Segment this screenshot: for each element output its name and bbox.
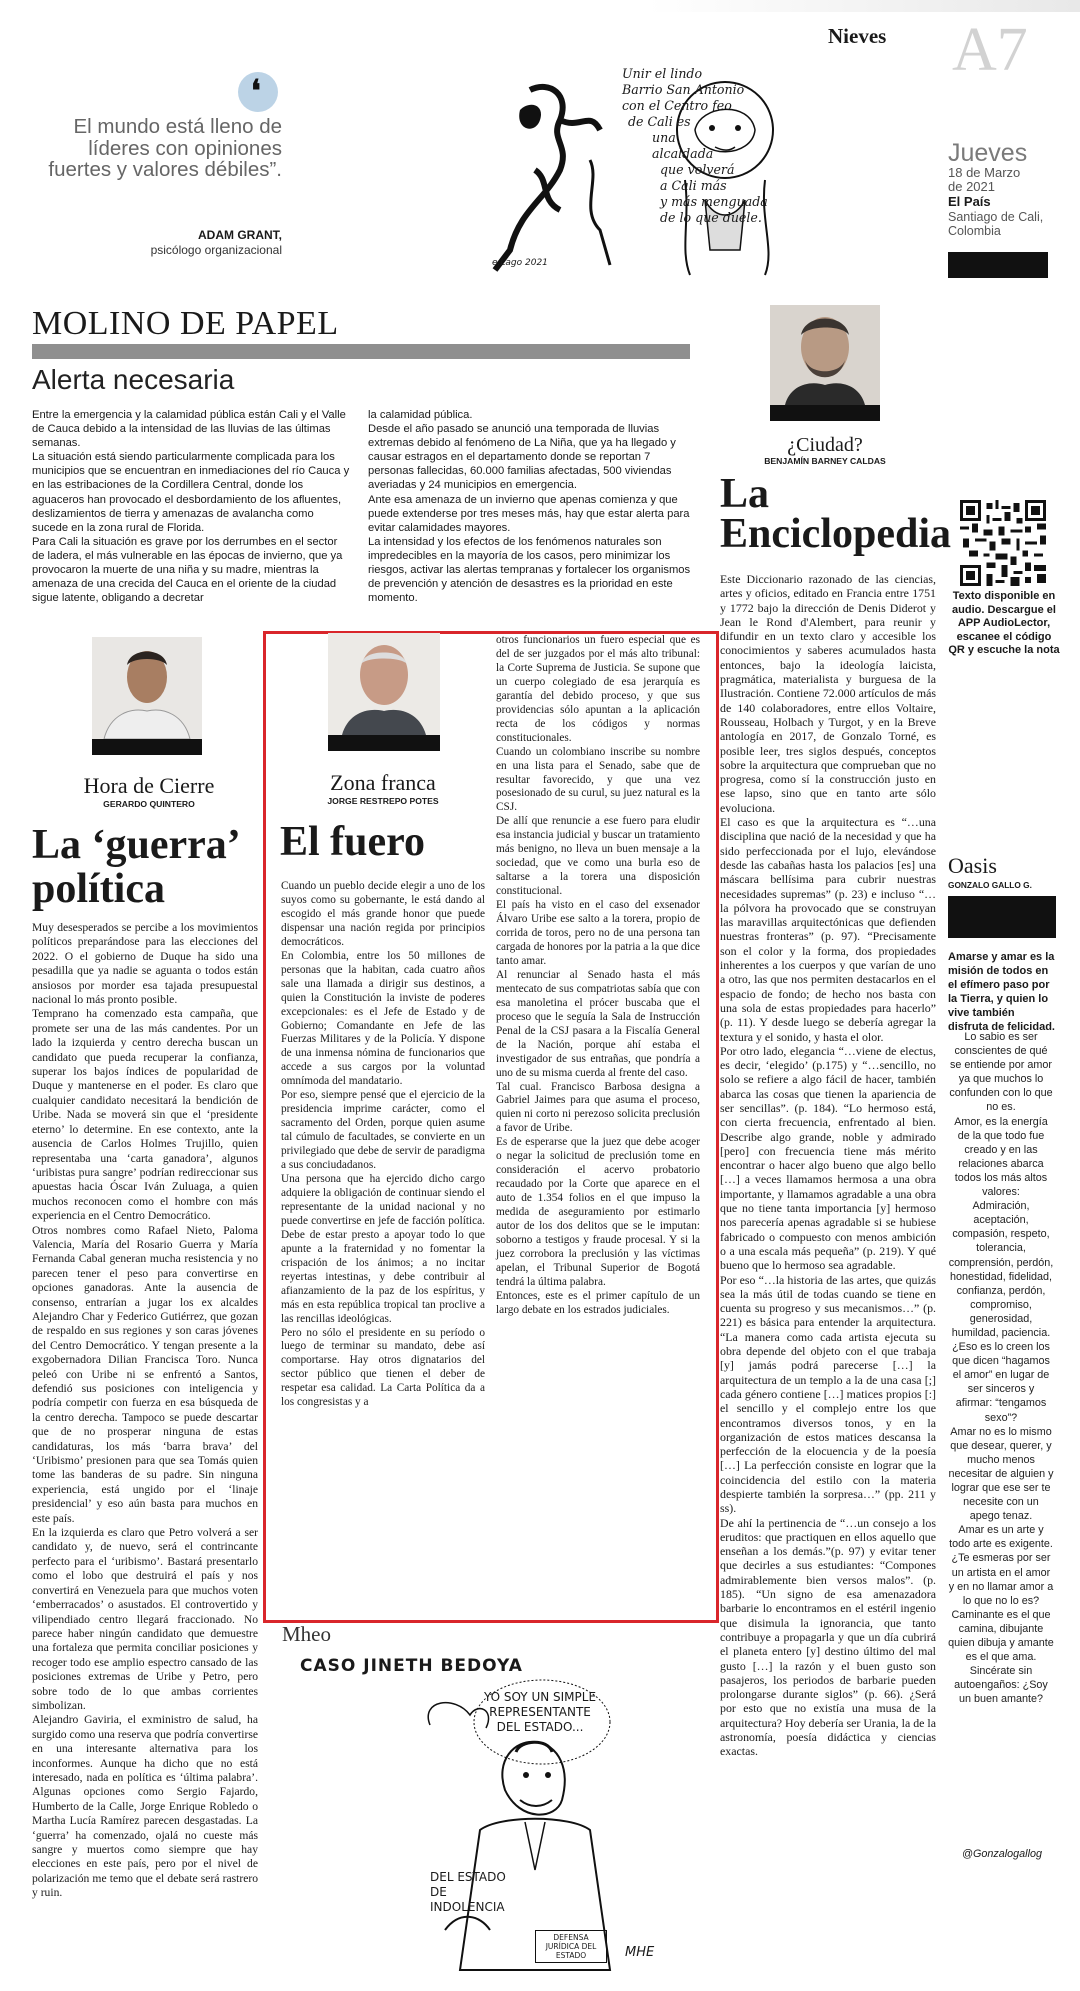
ciudad-body: Este Diccionario razonado de las ciencias, artes y oficios, editado en Francia entre 1751 y 1772 bajo la dirección de Denis Diderot y Jean le Rond d'Alembert, para reunir y difundir en un texto claro y accesible los conocimientos y saberes acumulados hasta entonces, bajo la ideología laicista, pragmática, materialista y burguesa de la Ilustración. Contiene 72.000 artículos de más de 140 colaboradores, entre ellos Voltaire, Rousseau, Holbach y Turgot, y en la Breve antología en 2017, de Gonzalo Torné, es posible leer, tres siglos después, conceptos sobre la arquitectura que comprueban que no progresa, como sí la construcción justo en ese lapso, sino que en tanto arte sólo evoluciona. El caso es que la arquitectura es “…una disciplina que nació de la necesidad y que ha sido perfeccionada por el lujo, elevándose desde las cabañas hasta los palacios [es] una máscara bellísima para cubrir nuestras necesidades supremas” (p. 23) e incluso “…la pólvora ha provocado que se construyan las maravillas arquitectónicas que defienden nuestras fronteras” (p. 97). “Precisamente son el color y la forma, dos propiedades inherentes a los cuerpos y que varían de uno a otro, las que nos permiten destacarlos en el espacio de fondo; de hecho nos basta con una sola de estas propiedades para hacerlo” (p. 11). Y desde luego se debería agregar la textura y el sonido, y hasta el olor. Por otro lado, elegancia “…viene de electus, es decir, ‘elegido’ (p.175) y “…sencillo, no solo se refiere a algo fácil de hacer, también abarca las cosas que tienen la apariencia de ser sencillas”. (p. 184). “Lo hermoso está, con cierta frecuencia, enfrentado al bien. Describe algo grande, noble y admirado [pero] con frecuencia tiene más mérito encontrar o hacer algo bueno que algo bello […] a veces llamamos hermosa a una obra importante, y llamamos agradable a una obra que no tiene tanta importancia [y] hermoso nos parecería apenas agradable si se hubiese fabricado o compuesto con menos ambición o a una escala más pequeña” (p. 219). Y qué bueno que lo hermoso sea agradable. Por eso “…la historia de las artes, que quizás sea la más útil de todas cuando se tiene en cuenta su progreso y sus mecanismos…” (p. 221) es básica para entender la arquitectura. “La manera como cada artista ejecuta su obra depende del objeto con el que trabaja [y] jamás podrá parecerse […] la arquitectura de un templo a la de una casa [;] cada género contiene […] matices propios [:] el sencillo y el complejo entre los que encontramos diversos tonos, y en la organización de estos matices descansa la perfección de la elocuencia y de la poesía […] La perfección consiste en lograr que la coincidencia del estilo con la materia despierte también la sorpresa…” (pp. 211 y ss). De ahí la pertinencia de “…un consejo a los eruditos: que practiquen en ellos aquello que enseñan a los demás.”(p. 97) y evitar tener que decirles a sus estudiantes: “Compones admirablemente bien versos malos”. (p. 185). “Un signo de esa amenazadora barbarie lo encontramos en el estéril ingenio que disimula la ignorancia, que tanto contribuye a propagarla y que un día cubrirá el planeta entero [y] destino último del mal gusto […] la razón y el buen gusto son pasajeros, los periodos de barbarie pueden prolongarse durante siglos” (p. 66). ¿Será por esto que no existía una musa de la arquitectura? Hoy debería ser Urania, la de la astronomía, poesía didáctica y ciencias exactas. [720,572,936,1759]
cartoon-sign: DEFENSA JURÍDICA DEL ESTADO [535,1930,607,1963]
editorial-title: Alerta necesaria [32,364,235,395]
quote-role: psicólogo organizacional [150,243,282,257]
cartoon-line: de lo que duele. [660,210,762,225]
quote-text: El mundo está lleno de líderes con opiniones fuertes y valores débiles”. [48,115,282,181]
qr-code[interactable] [952,500,1054,586]
cartoon-section: Mheo [282,1622,331,1646]
hora-author: GERARDO QUINTERO [103,799,195,809]
zona-col1: Cuando un pueblo decide elegir a uno de los suyos como su gobernante, le está dando al escogido el más grande honor que puede dispensar una nación regida por principios democráticos. En Colombia, entre los 50 millones de personas que la habitan, cada cuatro años sale una llamada a dirigir sus destinos, a quien la Constitución la inviste de poderes excepcionales: es el Jefe de Estado y de Gobierno; Comandante en Jefe de las Fuerzas Militares y de la Policía. Y dispone de una inmensa nómina de funcionarios que accede a sus cargos por la voluntad omnímoda del mandatario. Por eso, siempre pensé que el ejercicio de la presidencia imprime carácter, como el sacramento del Orden, porque quien asume tal cúmulo de facultades, se convierte en un privilegiado que debe de servir de paradigma a sus conciudadanos. Una persona que ha ejercido dicho cargo adquiere la obligación de continuar siendo el representante de la unidad nacional y no puede convertirse en jefe de facción política. Debe de estar presto a apoyar todo lo que apunte a la fraternidad y no fomentar la crispación de los ánimos; a no incitar reyertas intestinas, y debe contribuir al afianzamiento de la paz de los espíritus, y más en esta república tropical tan proclive a las rencillas ideológicas. Pero no sólo el presidente en su período o luego de terminar su mandato, debe así comportarse. Hay otros dignatarios del sector público que tienen el deber de respetar esa calidad. La Carta Política da a los congresistas y a [281,880,485,1409]
cartoon-line: alcaldada [652,146,714,161]
zona-col2: otros funcionarios un fuero especial que es del de ser juzgados por el más alto tribunal: la Corte Suprema de Justicia. Se supone que un cuerpo colegiado de esa jerarquía es garantía del debido proceso, y que sus providencias sólo apuntan a la aplicación recta de los códigos y normas constitucionales. Cuando un colombiano inscribe su nombre en una lista para el Senado, sabe que de resultar favorecido, y que una vez posesionado de su curul, su juez natural es la CSJ. De allí que renuncie a ese fuero para eludir esa instancia judicial y buscar un tratamiento más benigno, no lleva un buen mensaje a la sociedad, que ve como una burla eso de saltarse a la torera una disposición constitucional. El país ha visto en el caso del exsenador Álvaro Uribe ese salto a la torera, propio de corrida de toros, pero no de una persona tan cargada de honores por la patria a la que dice tanto amar. Al renunciar al Senado hasta el más mentecato de sus compatriotas sabía que con esa manoletina el prócer buscaba que el proceso que le seguía la Sala de Instrucción Penal de la CSJ pasara a la Fiscalía General de la Nación, porque ahí estaba el investigador de sus entrañas, que pondría a uno de su misma cuerda al frente del caso. Tal cual. Francisco Barbosa designa a Gabriel Jaimes para que asuma el proceso, quien ni corto ni perezoso solicita preclusión a favor de Uribe. Es de esperarse que la juez que debe acoger o negar la solicitud de preclusión tome en consideración el acervo probatorio recaudado por la Corte que aparece en el auto de 1.354 folios en el que impuso la medida de aseguramiento por estimarlo autor de los dos delitos que se le imputan: soborno a testigos y fraude procesal. Y si la juez corrobora la preclusión y las víctimas apelan, el Tribunal Superior de Bogotá tendrá la última palabra. Entonces, este es el primer capítulo de un largo debate en los estrados judiciales. [496,634,700,1316]
speech-bubble: YO SOY UN SIMPLE REPRESENTANTE DEL ESTADO... [483,1690,597,1734]
zona-author: JORGE RESTREPO POTES [327,796,439,806]
portrait-drawing [92,637,202,739]
editorial-section: MOLINO DE PAPEL [32,305,339,342]
zona-title: El fuero [280,819,426,865]
portrait-drawing [328,633,440,735]
qr-code-icon [960,500,1046,586]
top-cartoon [490,50,790,280]
oasis-handle: @Gonzalogallog [962,1848,1042,1860]
cartoon-line: a Cali más [660,178,727,193]
cartoon-signature: e.Lago 2021 [492,258,548,268]
page-number: A7 [952,16,1028,84]
place-line: Santiago de Cali, [948,210,1044,224]
oasis-lead: Amarse y amar es la misión de todos en el efímero paso por la Tierra, y quien lo vive también disfruta de felicidad. [948,951,1055,1033]
cartoon-line: y más menguada [660,194,768,209]
hora-body: Muy desesperados se percibe a los movimientos políticos preparándose para las elecciones del 2022. O el gobierno de Duque ha sido una pesadilla que ya nadie se aguanta o todos están ansiosos por morder esa tajada presupuestal nacional lo más pronto posible. Temprano ha comenzado esta campaña, que promete ser una de las más candentes. Por un lado la izquierda y centro derecha buscan un candidato que pueda recuperar la confianza, superar los bajos índices de popularidad de Duque y mantenerse en el poder. Es claro que cualquier candidato necesitará la bendición de Uribe. Nada se moverá sin que el ‘presidente eterno’ lo determine. En ese contexto, ante la ausencia de Carlos Holmes Trujillo, quien representaba una ‘carta ganadora’, algunos ‘uribistas pura sangre’ podrían redireccionar sus apuestas hacia Óscar Iván Zuluaga, a quien muchos reconocen como el hombre con más experiencia en el Centro Democrático. Otros nombres como Rafael Nieto, Paloma Valencia, María del Rosario Guerra y María Fernanda Cabal generan mucha resistencia y no parecen tener el peso para convertirse en opciones ganadoras. Ante la ausencia de consenso, entrarían a jugar los ex alcaldes Alejandro Char y Federico Gutiérrez, que gozan de respaldo en sus regiones y son caras jóvenes del Centro Democrático. Y tengan presente a la exgobernadora Dilian Francisca Toro. Nunca peleó con Uribe ni se enfrentó a Santos, defendió sus posiciones con inteligencia y podría competir con fuerza en esa búsqueda de la centro derecha. Tampoco se puede descartar que de no prosperar ninguna de estas candidaturas, los más ‘barra brava’ del ‘Uribismo’ presionen para que sea Tomás quien tome las banderas de su padre. Sin ninguna experiencia, está ungido por el ‘linaje presidencial’ y eso aún basta para muchos en este país. En la izquierda es claro que Petro volverá a ser candidato y, de nuevo, será el contrincante perfecto para el ‘uribismo’. Bastará presentarlo como el lobo que destruirá el país y nos convertirá en Venezuela para que muchos voten ‘emberracados’ o asustados. El controvertido y vilipendiado centro llegará fraccionado. No parece haber ningún candidato que demuestre una fortaleza que permita conciliar posiciones y recoger todo ese amplio espectro cansado de las posiciones extremas de Uribe y Petro, pero sobre todo de lo que ambas corrientes simbolizan. Alejandro Gaviria, el exministro de salud, ha surgido como una reserva que podría convertirse en una interesante alternativa para los inconformes. Aunque ha dicho que no está interesado, nada en política es ‘última palabra’. Algunas opciones como Sergio Fajardo, Humberto de la Calle, Jorge Enrique Robledo o Martha Lucía Ramírez parecen desgastadas. La ‘guerra’ ha comenzado, ojalá no cueste más sangre y muertos como siempre que hay elecciones en este país, pero por el nivel de polarización me temo que el debate será rastrero y ruin. [32,921,258,1900]
date-box [948,140,1058,278]
zona-kicker: Zona franca [330,770,436,795]
section-name: Nieves [828,24,887,48]
top-strip [0,0,1080,12]
black-bar [948,896,1056,938]
editorial-col2: la calamidad pública. Desde el año pasado se anunció una temporada de lluvias extremas debido al fenómeno de La Niña, que ya ha llegado y causar estragos en el departamento donde se reportan 7 personas fallecidas, 60.000 familias afectadas, 500 viviendas averiadas y 24 municipios en emergencia. Ante esa amenaza de un invierno que apenas comienza y que puede extenderse por tres meses más, hay que estar alerta para evitar calamidades mayores. La intensidad y los efectos de los fenómenos naturales son impredecibles en la mayoría de los casos, pero minimizar los riesgos, activar las alertas tempranas y fortalecer los organismos de prevención y atención de desastres es la prioridad en este momento. [368,409,691,605]
cartoon-line: Unir el lindo [622,66,703,81]
portrait-drawing [770,305,880,405]
cartoon-label: DEL ESTADO DE INDOLENCIA [430,1870,506,1914]
ciudad-title: La Enciclopedia [720,471,952,557]
bottom-cartoon [280,1640,700,1975]
cartoon-line: una [652,130,676,145]
date-line: de 2021 [948,179,995,194]
author-photo [328,633,440,751]
oasis-kicker: Oasis [948,853,997,878]
publication-name: El País [948,194,991,209]
ciudad-author: BENJAMÍN BARNEY CALDAS [764,456,886,466]
cartoon-line: de Cali es [628,114,691,129]
ciudad-kicker: ¿Ciudad? [787,434,863,456]
cartoon-line: con el Centro feo [622,98,732,113]
editorial-col1: Entre la emergencia y la calamidad pública están Cali y el Valle de Cauca debido a la intensidad de las lluvias de las últimas semanas. La situación está siendo particularmente complicada para los municipios que se encuentran en inmediaciones del río Cauca y en las estribaciones de la Cordillera Central, donde los aguaceros han provocado el desbordamiento de los afluentes, deslizamientos de tierra y amenazas de avalancha como sucede en la zona rural de Florida. Para Cali la situación es grave por los derrumbes en el sector de ladera, el más vulnerable en las épocas de invierno, que ya provocaron la muerte de una niña y su madre, mientras la amenaza de una crecida del Cauca en el oriente de la ciudad sigue latente, obligando a decretar [32,409,350,605]
place-line: Colombia [948,224,1001,238]
quote-icon: ❛ [238,72,278,112]
cartoon-title: CASO JINETH BEDOYA [300,1656,523,1676]
oasis-body: Lo sabio es ser conscientes de qué se entiende por amor ya que muchos lo confunden con lo que no es. Amor, es la energía de la que todo fue creado y en las relaciones abarca todos los más altos valores: Admiración, aceptación, compasión, respeto, tolerancia, comprensión, perdón, honestidad, fidelidad, confianza, perdón, compromiso, generosidad, humildad, paciencia. ¿Eso es lo creen los que dicen “hagamos el amor” en lugar de ser sinceros y afirmar: “tengamos sexo”? Amar no es lo mismo que desear, querer, y mucho menos necesitar de alguien y lograr que ese ser te necesite con un apego tenaz. Amar es un arte y todo arte es exigente. ¿Te esmeras por ser un artista en el amor y en no llamar amor a lo que no lo es? Caminante es el que camina, dibujante quien dibuja y amante es el que ama. Sincérate sin autoengaños: ¿Soy un buen amante? [948,1031,1054,1706]
cartoon-caption [622,66,792,226]
hora-kicker: Hora de Cierre [83,773,215,798]
cartoon-line: que volverá [660,162,735,177]
weekday: Jueves [948,139,1028,167]
gray-rule [32,344,690,359]
cartoon-line: Barrio San Antonio [622,82,745,97]
cartoon-signature: MHE [625,1945,655,1960]
oasis-author: GONZALO GALLO G. [948,880,1032,890]
author-photo [770,305,880,421]
black-bar [948,252,1048,278]
quote-author: ADAM GRANT, [198,228,282,242]
author-photo [92,637,202,755]
date-line: 18 de Marzo [948,165,1021,180]
hora-title: La ‘guerra’ política [32,822,238,912]
audio-note: Texto disponible en audio. Descargue el APP AudioLector, escanee el código QR y escuche la nota [948,590,1060,656]
